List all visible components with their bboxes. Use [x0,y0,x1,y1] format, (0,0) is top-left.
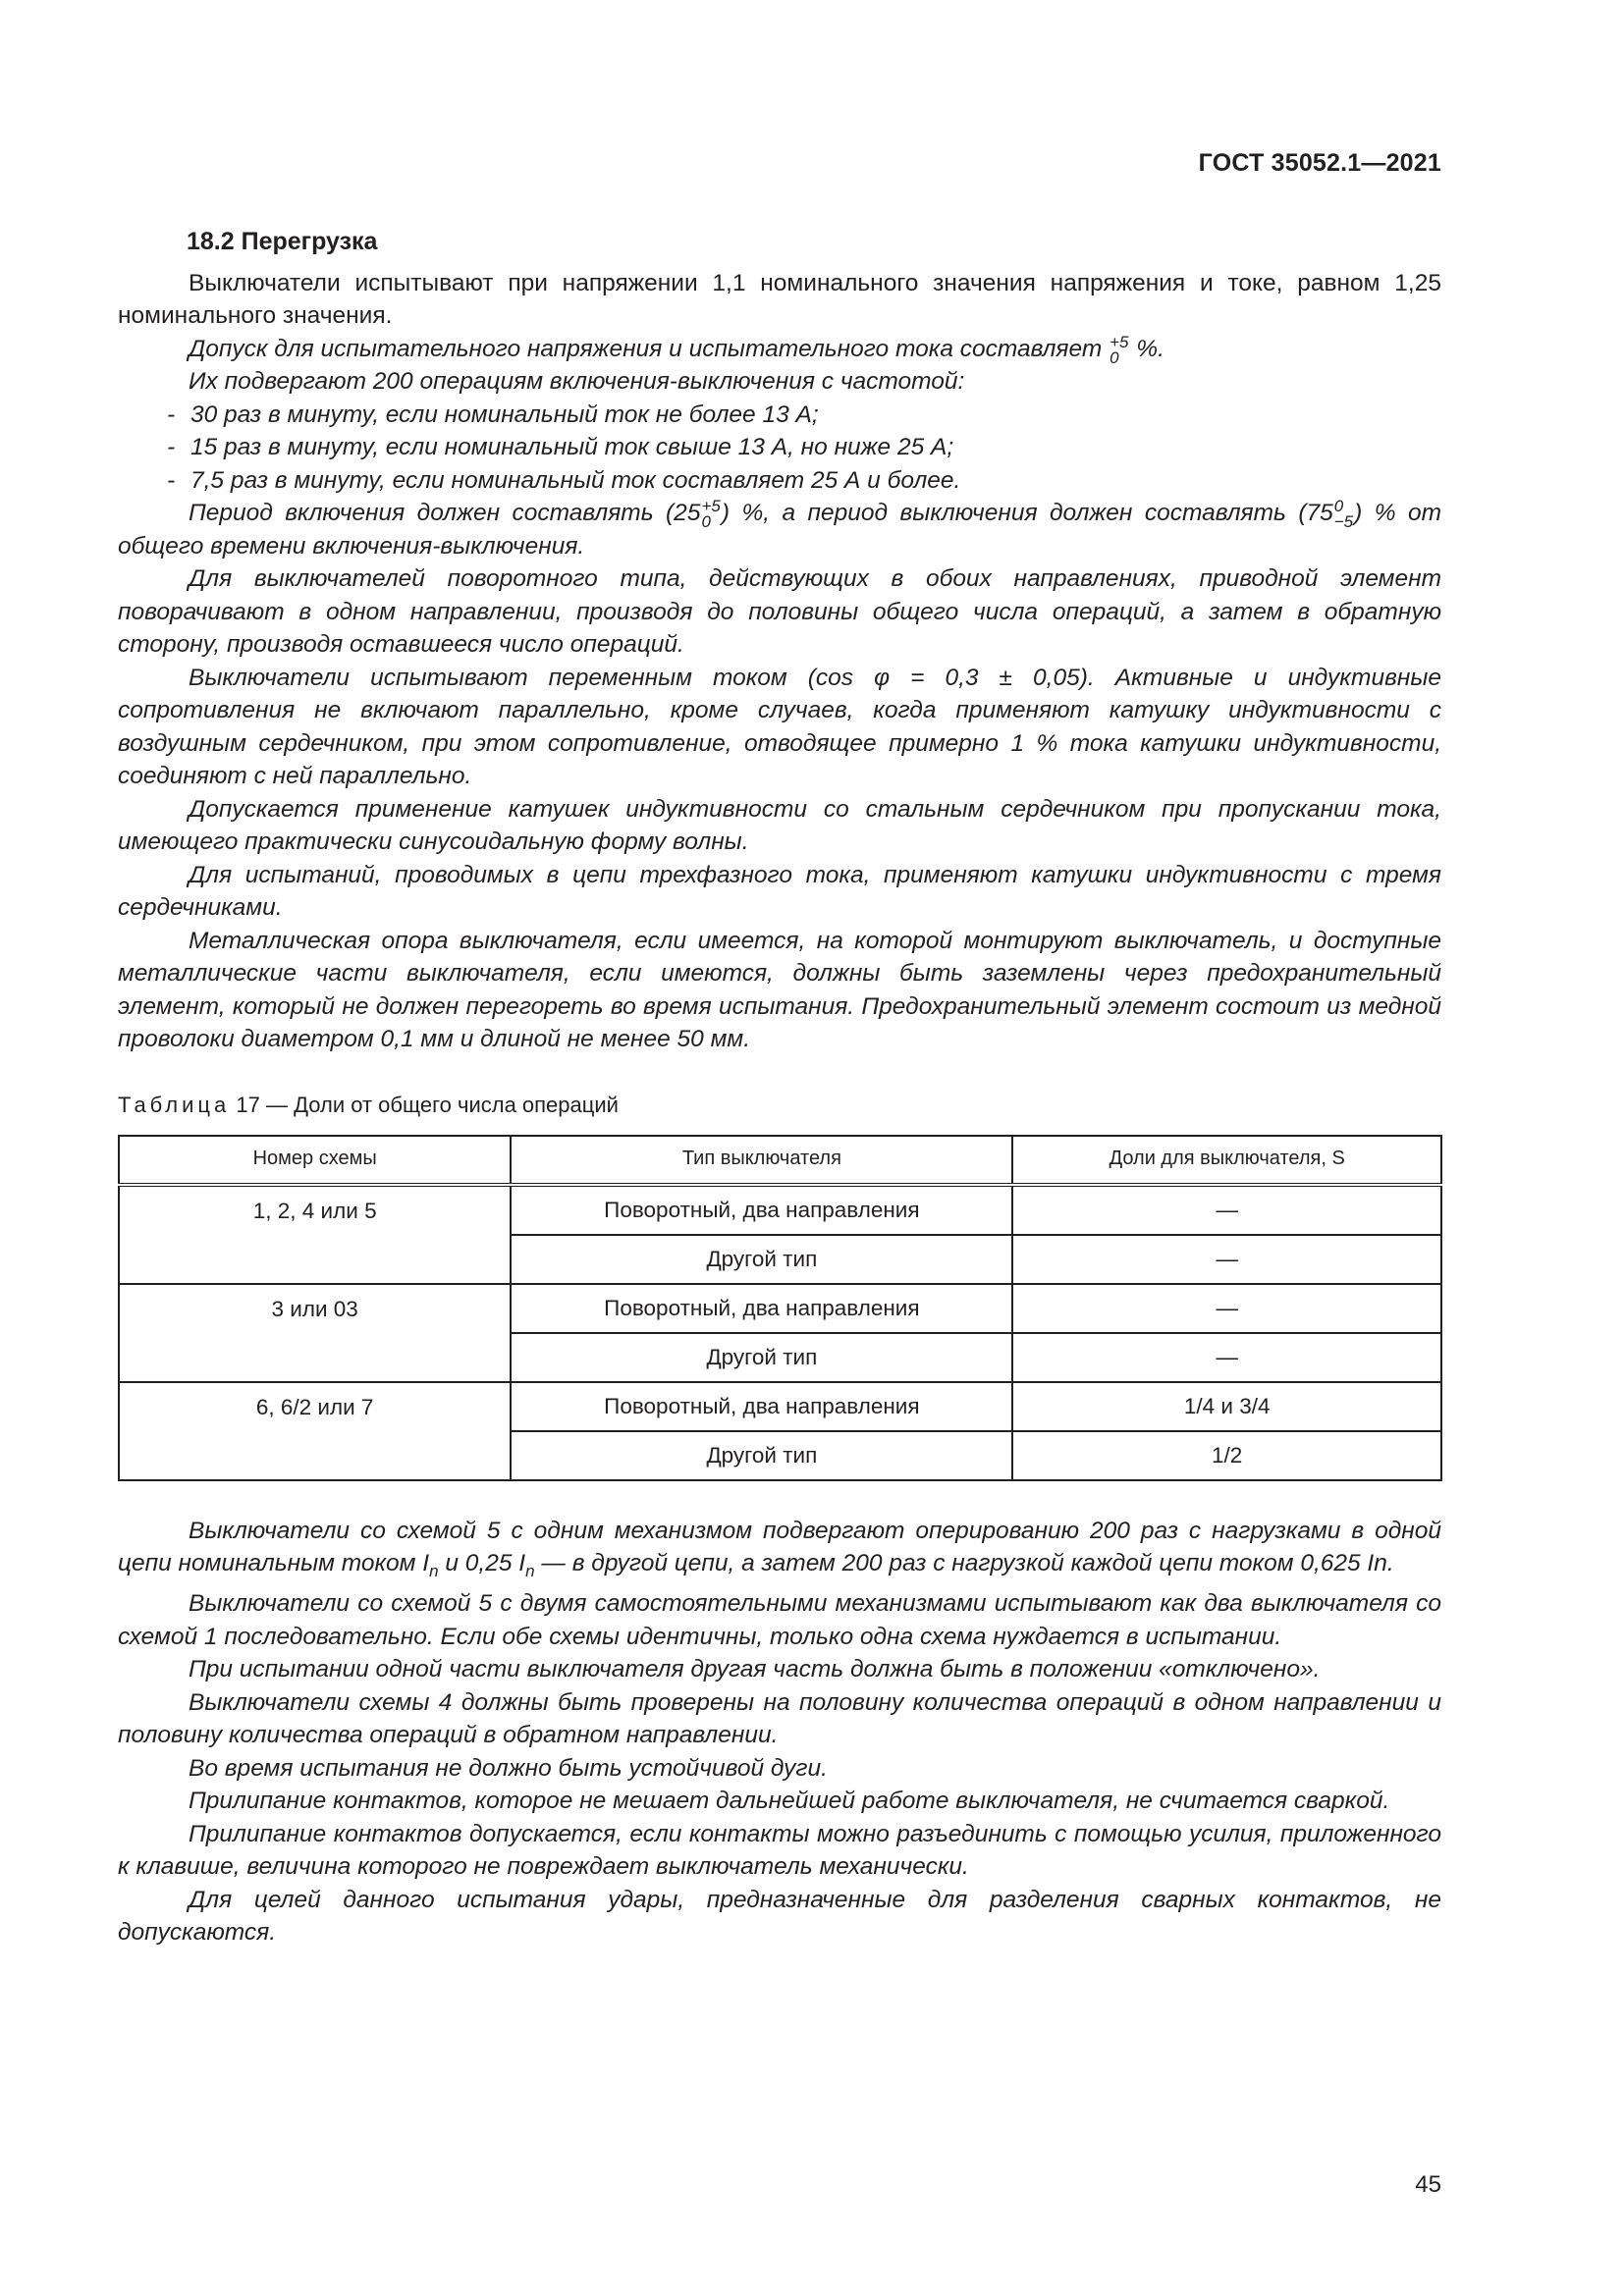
list-item [167,399,1441,432]
list-dash: - [167,466,176,494]
paragraph: Во время испытания не должно быть устойчивой дуги. [189,1754,828,1782]
tolerance-notation [701,497,721,532]
table-cell-scheme: 1, 2, 4 или 5 [119,1185,511,1284]
table-cell-type: Другой тип [511,1333,1012,1382]
text-run: %. [1136,335,1164,362]
text-run: — в другой цепи, а затем 200 раз с нагрузкой каждой цепи током 0,625 In. [534,1550,1394,1576]
table-cell-type: Другой тип [511,1235,1012,1284]
table-header-cell: Доли для выключателя, S [1012,1136,1441,1185]
table-cell-type: Поворотный, два направления [511,1185,1012,1235]
table-cell-type: Поворотный, два направления [511,1284,1012,1333]
paragraph: Для целей данного испытания удары, предназначенные для разделения сварных контактов, не допускаются. [118,1886,1441,1947]
paragraph: Выключатели схемы 4 должны быть проверены на половину количества операций в одном направлении и половину количества операций в обратном направлении. [118,1688,1441,1749]
tolerance-lower: 0 [1110,347,1119,367]
operations-table [118,1135,1442,1481]
tolerance-notation [1110,332,1129,367]
list-item-text: 30 раз в минуту, если номинальный ток не более 13 А; [190,400,819,428]
table-header-cell: Тип выключателя [511,1136,1012,1185]
tolerance-upper: +5 [1110,332,1129,351]
subscript: n [525,1561,535,1580]
text-run: Допуск для испытательного напряжения и испытательного тока составляет [189,335,1103,362]
table-caption-text: 17 — Доли от общего числа операций [236,1092,619,1117]
subscript: n [429,1561,439,1580]
paragraph-current [118,1515,1441,1588]
table-cell-share: — [1012,1284,1441,1333]
list-item-text: 15 раз в минуту, если номинальный ток свыше 13 А, но ниже 25 А; [190,434,954,460]
page-content [118,226,1441,1949]
tolerance-notation [1333,497,1354,532]
paragraph: Допускается применение катушек индуктивности со стальным сердечником при пропускании тока, имеющего практически синусоидальную форму волны. [118,795,1441,855]
list-item [167,464,1441,498]
table-row [119,1382,1441,1431]
text-run: и 0,25 I [438,1550,526,1576]
paragraph: При испытании одной части выключателя другая часть должна быть в положении «отключено». [189,1656,1321,1683]
table-row [119,1284,1441,1333]
table-row [119,1185,1441,1235]
tolerance-lower: 0 [701,512,711,532]
paragraph: Их подвергают 200 операциям включения-выключения с частотой: [189,368,965,395]
table-header-row [119,1136,1441,1185]
table-caption [118,1092,1441,1119]
table-cell-type: Другой тип [511,1431,1012,1480]
section-title: 18.2 Перегрузка [187,228,378,255]
table-caption-label: Таблица [118,1092,231,1117]
text-run: ) % от общего времени включения-выключения. [118,500,1442,560]
table-header-cell: Номер схемы [119,1136,511,1185]
tolerance-upper: +5 [701,497,721,516]
text-run: Период включения должен составлять (25 [189,500,701,526]
paragraph: Металлическая опора выключателя, если имеется, на которой монтируют выключатель, и доступные металлические части выключателя, если имеются, должны быть заземлены через предохранительный элемент, который не должен перегореть во время испытания. Предохранительный элемент состоит из медной проволоки диаметром 0,1 мм и длиной не менее 50 мм. [118,927,1441,1052]
text-run: ) %, а период выключения должен составлять (75 [721,500,1333,526]
table-cell-share: — [1012,1185,1441,1235]
list-item [167,431,1441,464]
paragraph: Для выключателей поворотного типа, действующих в обоих направлениях, приводной элемент поворачивают в одном направлении, производя до половины общего числа операций, а затем в обратную сторону, производя оставшееся число операций. [118,565,1441,658]
post-table-text [118,1515,1441,1949]
table-cell-share: — [1012,1235,1441,1284]
list-item-text: 7,5 раз в минуту, если номинальный ток составляет 25 А и более. [190,466,961,494]
table-cell-share: 1/2 [1012,1431,1441,1480]
text-run: Выключатели со схемой 5 с одним механизмом подвергают оперированию 200 раз с нагрузками в одной цепи номинальным током I [118,1517,1441,1576]
list-dash: - [167,400,176,428]
document-id-header: ГОСТ 35052.1—2021 [1198,149,1441,177]
tolerance-upper: 0 [1333,497,1344,516]
table-cell-scheme: 6, 6/2 или 7 [119,1382,511,1480]
paragraph: Прилипание контактов, которое не мешает дальнейшей работе выключателя, не считается сваркой. [189,1788,1390,1815]
paragraph-tolerance [118,333,1441,366]
table-cell-share: 1/4 и 3/4 [1012,1382,1441,1431]
paragraph: Прилипание контактов допускается, если контакты можно разъединить с помощью усилия, приложенного к клавише, величина которого не повреждает выключатель механически. [118,1820,1441,1881]
paragraph: Выключатели испытывают при напряжении 1,1 номинального значения напряжения и токе, равном 1,25 номинального значения. [118,269,1441,329]
table-cell-type: Поворотный, два направления [511,1382,1012,1431]
tolerance-lower: −5 [1333,512,1354,532]
paragraph: Выключатели испытывают переменным током (cos φ = 0,3 ± 0,05). Активные и индуктивные сопротивления не включают параллельно, кроме случаев, когда применяют катушку индуктивности с воздушным сердечником, при этом сопротивление, отводящее примерно 1 % тока катушки индуктивности, соединяют с ней параллельно. [118,664,1441,789]
paragraph-period [118,497,1441,562]
paragraph: Выключатели со схемой 5 с двумя самостоятельными механизмами испытывают как два выключателя со схемой 1 последовательно. Если обе схемы идентичны, только одна схема нуждается в испытании. [118,1590,1441,1650]
page-number: 45 [1415,2171,1441,2198]
table-cell-share: — [1012,1333,1441,1382]
paragraph: Для испытаний, проводимых в цепи трехфазного тока, применяют катушки индуктивности с тремя сердечниками. [118,861,1441,921]
list-dash: - [167,434,176,460]
table-cell-scheme: 3 или 03 [119,1284,511,1382]
